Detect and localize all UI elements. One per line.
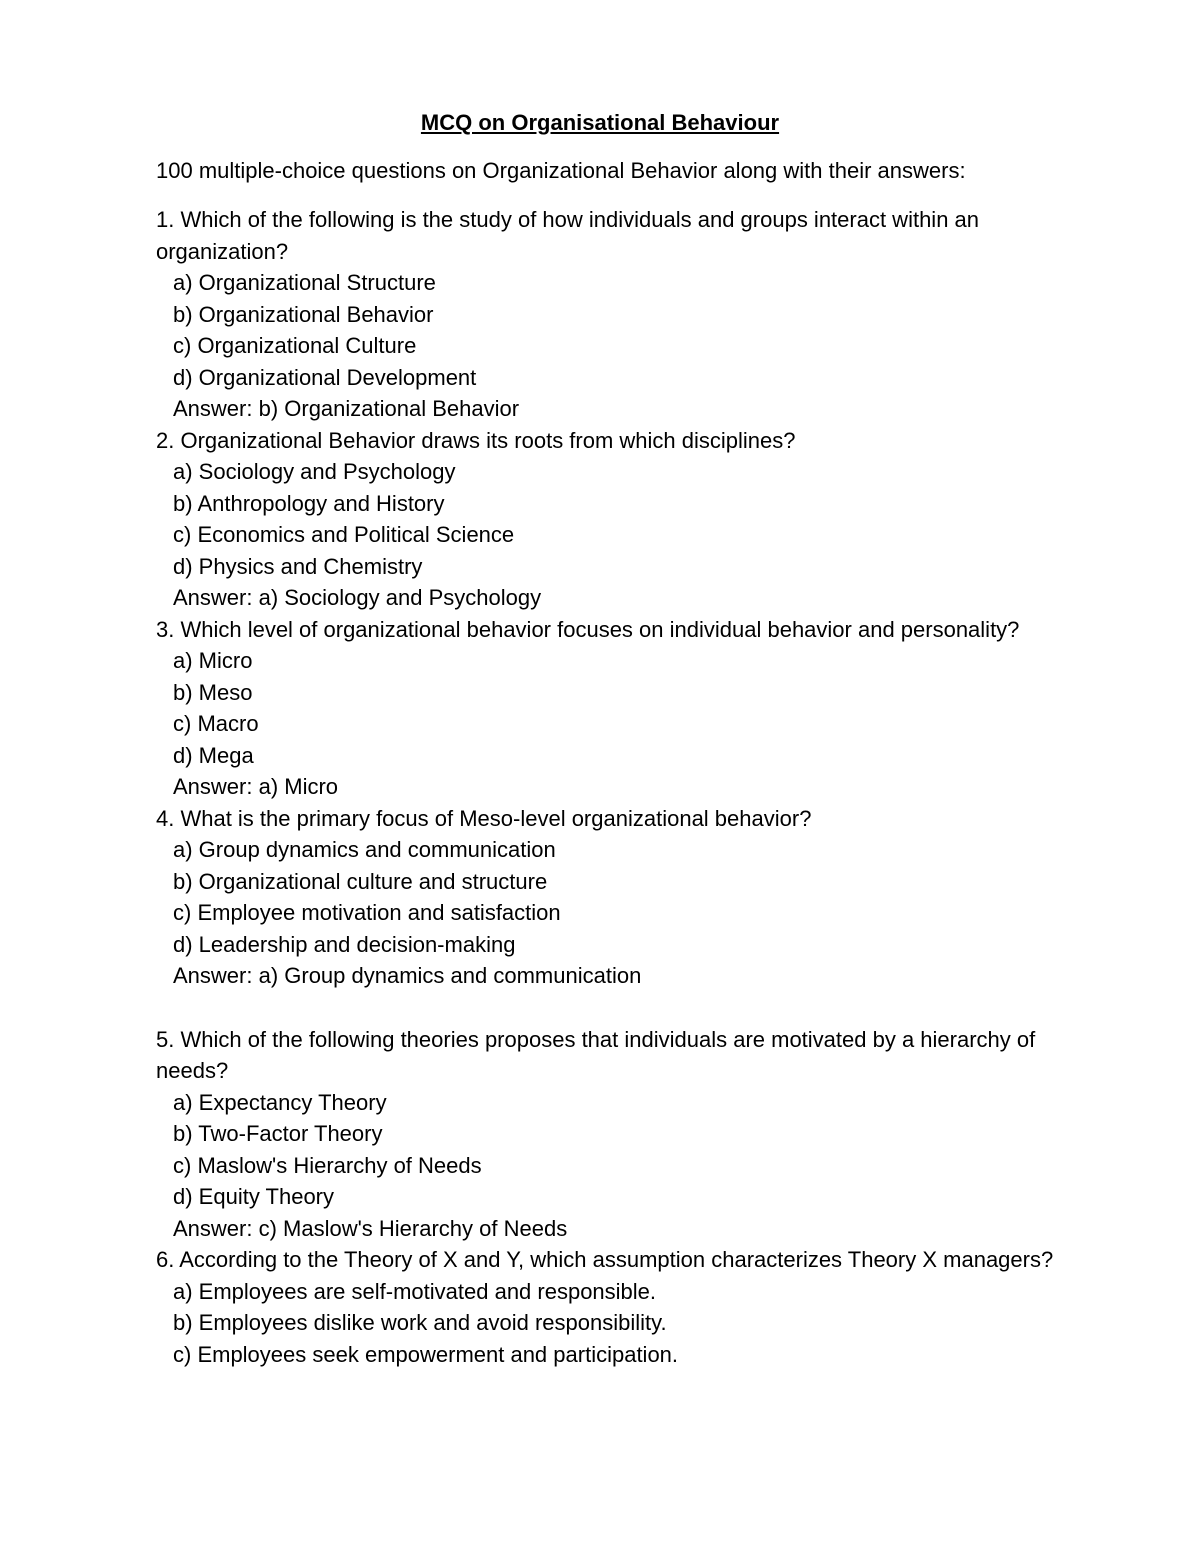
option-a: a) Sociology and Psychology: [173, 459, 456, 484]
option-d: d) Equity Theory: [173, 1184, 335, 1209]
answer-line: Answer: a) Sociology and Psychology: [173, 585, 542, 610]
option-c: c) Macro: [173, 711, 259, 736]
question-text: 3. Which level of organizational behavior focuses on individual behavior and personality?: [156, 616, 1020, 642]
question-list: [156, 204, 1076, 1370]
option-c: c) Maslow's Hierarchy of Needs: [173, 1152, 482, 1178]
question-text: 2. Organizational Behavior draws its roots from which disciplines?: [156, 427, 796, 453]
option-b: b) Organizational culture and structure: [173, 868, 548, 894]
option-b: b) Employees dislike work and avoid responsibility.: [173, 1310, 667, 1335]
option-b: b) Organizational Behavior: [173, 301, 434, 327]
option-c: c) Economics and Political Science: [173, 522, 515, 547]
question-4: [156, 803, 1076, 992]
option-a: a) Employees are self-motivated and responsible.: [173, 1278, 657, 1304]
option-c: c) Employee motivation and satisfaction: [173, 900, 561, 925]
question-3: [156, 614, 1076, 803]
document-title: MCQ on Organisational Behaviour: [420, 110, 780, 135]
option-a: a) Micro: [173, 648, 253, 673]
document-intro: 100 multiple-choice questions on Organizational Behavior along with their answers:: [156, 158, 966, 183]
option-a: a) Expectancy Theory: [173, 1089, 387, 1115]
option-b: b) Anthropology and History: [173, 490, 445, 516]
question-text: 5. Which of the following theories proposes that individuals are motivated by a hierarchy of needs?: [156, 1026, 1036, 1083]
answer-line: Answer: c) Maslow's Hierarchy of Needs: [173, 1215, 568, 1241]
question-2: [156, 425, 1076, 614]
option-a: a) Organizational Structure: [173, 270, 436, 295]
option-c: c) Employees seek empowerment and participation.: [173, 1341, 679, 1367]
question-6: [156, 1244, 1076, 1370]
question-text: 6. According to the Theory of X and Y, which assumption characterizes Theory X managers?: [156, 1247, 1054, 1272]
question-text: 4. What is the primary focus of Meso-level organizational behavior?: [156, 805, 812, 831]
option-d: d) Leadership and decision-making: [173, 931, 516, 957]
option-b: b) Meso: [173, 679, 253, 705]
question-text: 1. Which of the following is the study of how individuals and groups interact within an organization?: [156, 207, 980, 264]
answer-line: Answer: a) Micro: [173, 774, 339, 799]
option-a: a) Group dynamics and communication: [173, 837, 556, 862]
question-5: [156, 1024, 1076, 1245]
option-c: c) Organizational Culture: [173, 333, 417, 358]
option-d: d) Physics and Chemistry: [173, 553, 423, 579]
answer-line: Answer: b) Organizational Behavior: [173, 396, 520, 421]
paragraph-gap: [156, 992, 1076, 1024]
question-1: [156, 204, 1076, 425]
option-b: b) Two-Factor Theory: [173, 1121, 383, 1146]
option-d: d) Mega: [173, 742, 254, 768]
option-d: d) Organizational Development: [173, 364, 477, 390]
answer-line: Answer: a) Group dynamics and communication: [173, 963, 642, 988]
